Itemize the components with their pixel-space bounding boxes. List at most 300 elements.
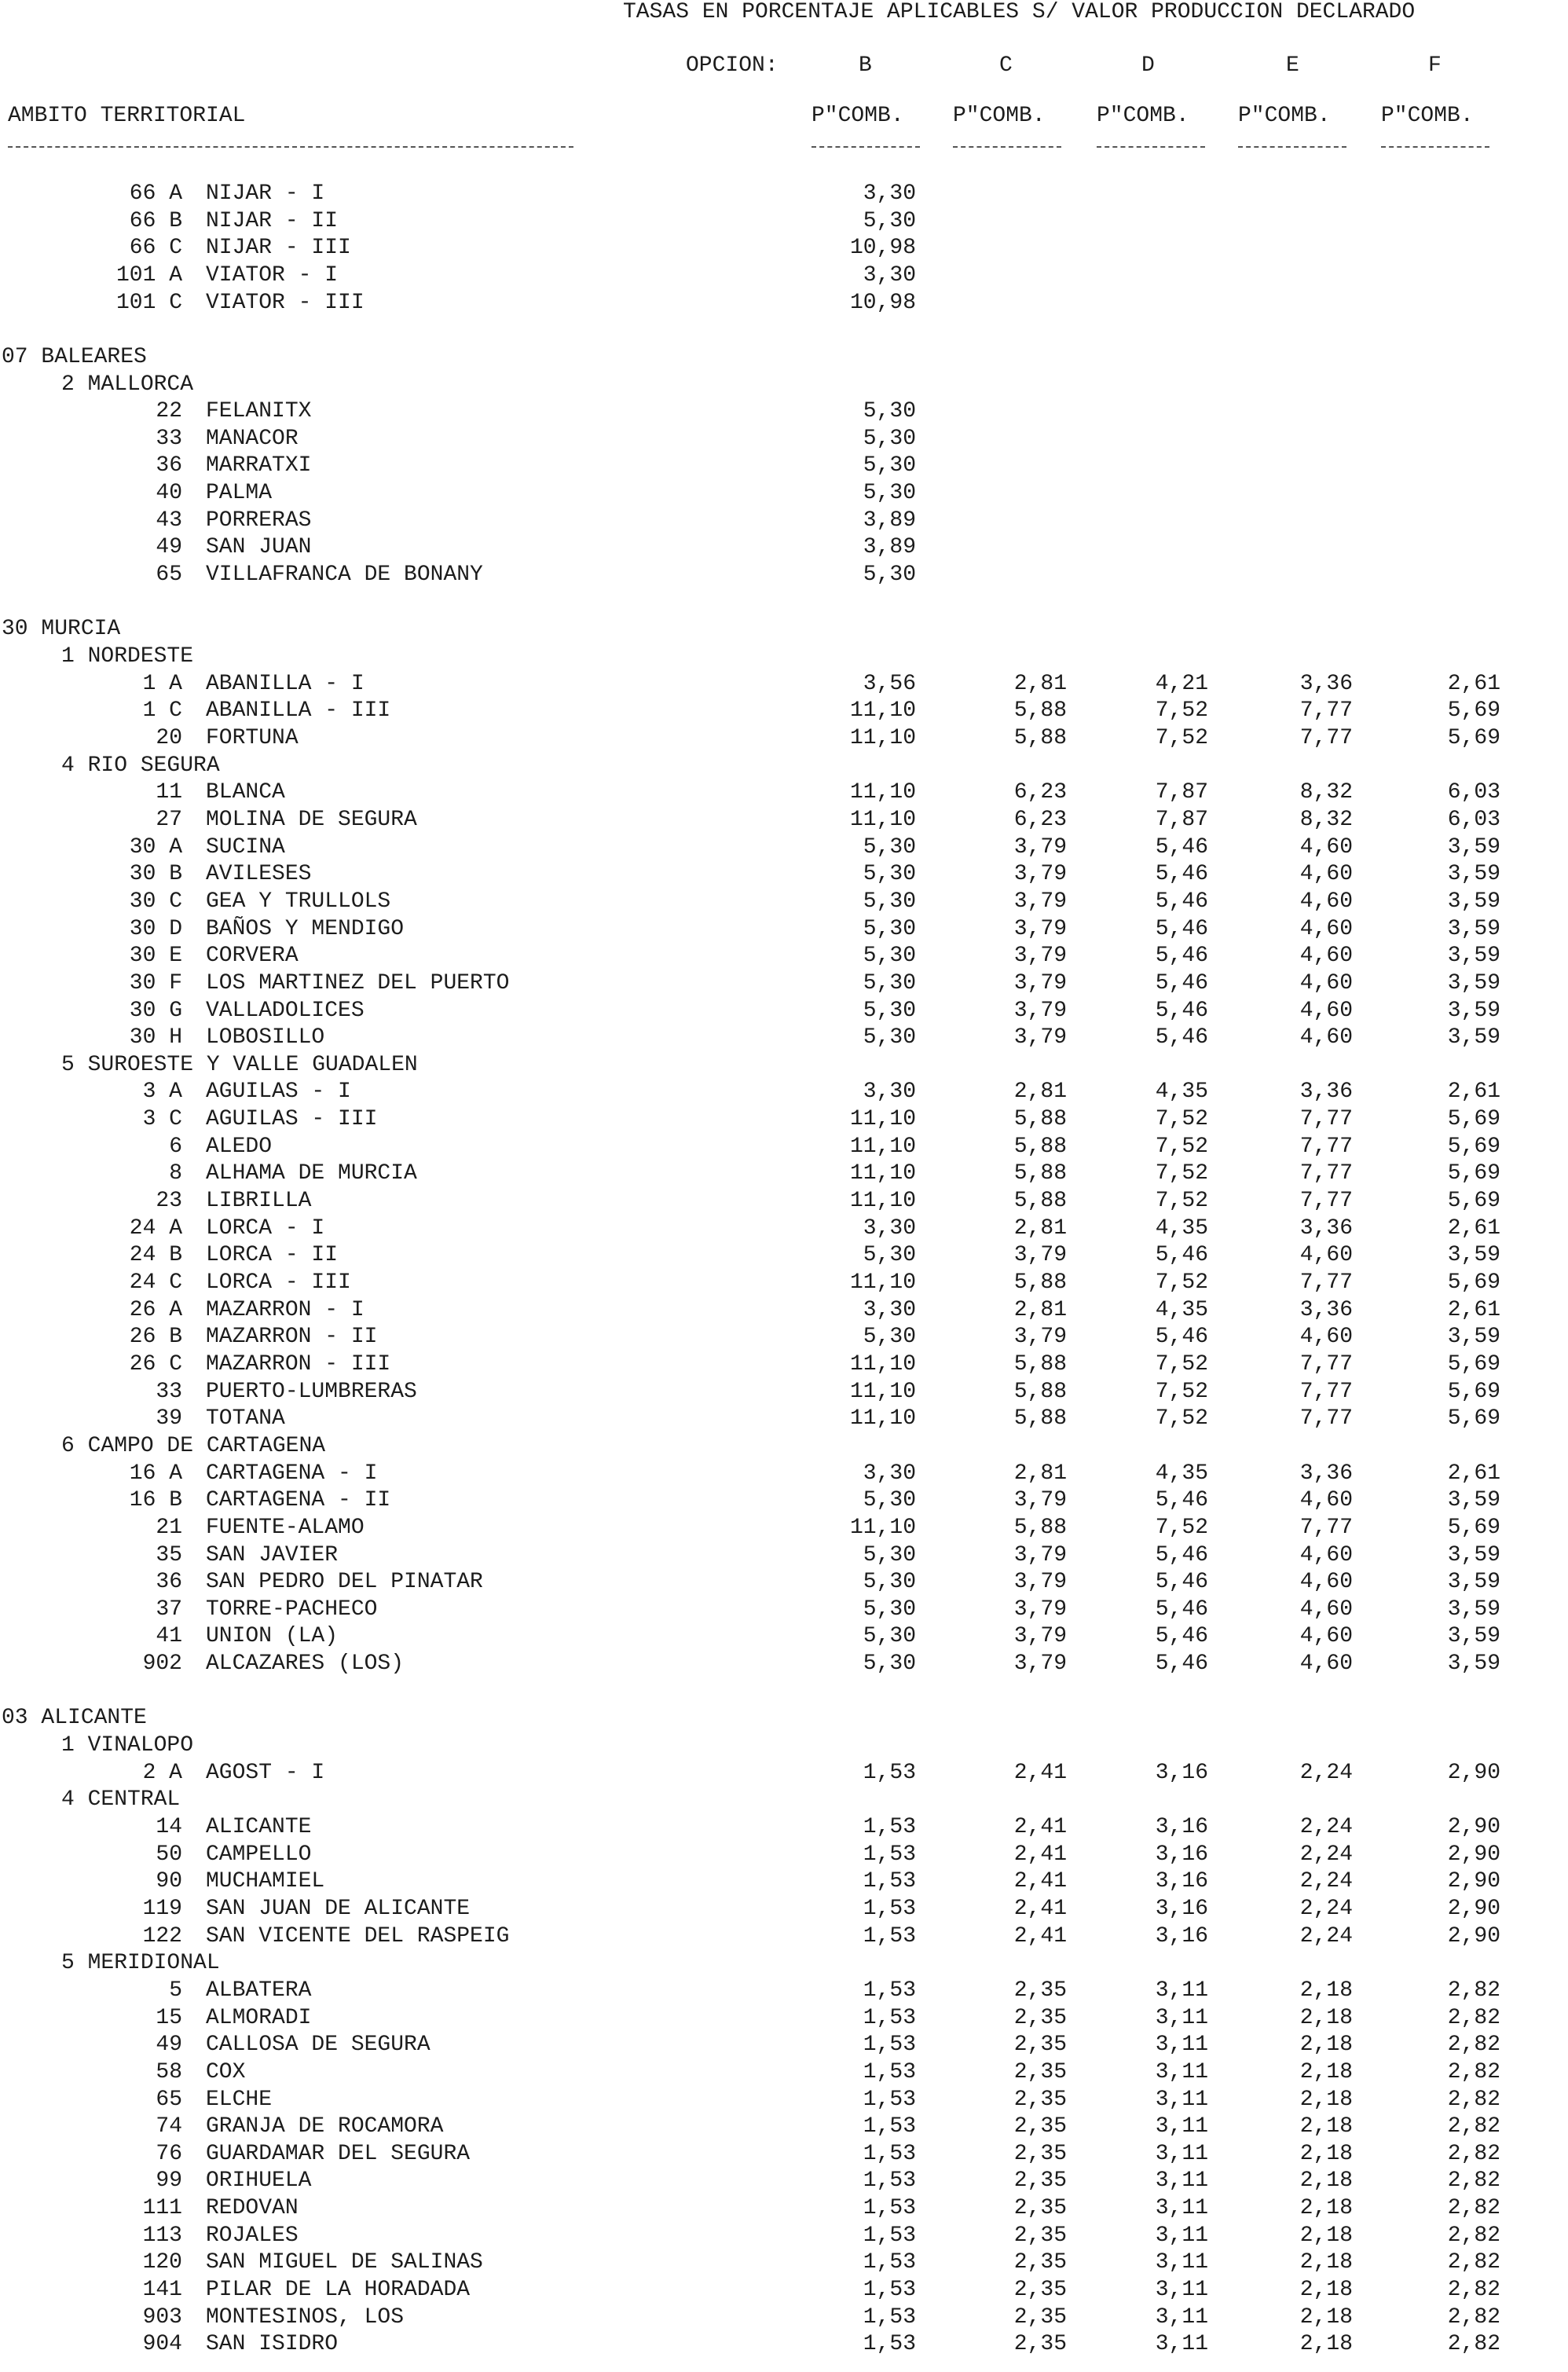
table-row (0, 779, 1568, 806)
table-row (0, 1379, 1568, 1406)
table-row (0, 2223, 1568, 2249)
rate-b: 1,53 (863, 2142, 916, 2166)
rate-e: 2,24 (1299, 1815, 1353, 1839)
rate-b: 1,53 (863, 2006, 916, 2030)
rate-f: 3,59 (1447, 1025, 1500, 1050)
rate-c: 3,79 (1013, 1243, 1067, 1267)
rate-e: 2,18 (1299, 2332, 1353, 2356)
rate-e: 2,18 (1299, 2224, 1353, 2248)
municipality-name: AGOST - I (206, 1761, 325, 1785)
rate-d: 3,11 (1155, 2278, 1208, 2302)
rate-f: 3,59 (1447, 971, 1500, 995)
rate-b: 10,98 (849, 291, 916, 315)
rate-e: 7,77 (1299, 1189, 1353, 1213)
province-name: 07 BALEARES (2, 345, 147, 369)
municipality-code: 111 (142, 2196, 182, 2220)
province-name: 30 MURCIA (2, 617, 121, 641)
municipality-code: 30 H (129, 1025, 182, 1050)
rate-d: 5,46 (1155, 889, 1208, 914)
col-header-d: P"COMB. (1097, 104, 1189, 128)
table-row (0, 1896, 1568, 1923)
rate-e: 8,32 (1299, 780, 1353, 805)
rate-b: 11,10 (849, 698, 916, 723)
municipality-code: 30 A (129, 835, 182, 860)
table-row (0, 208, 1568, 235)
rate-e: 4,60 (1299, 917, 1353, 941)
rate-b: 3,30 (863, 1216, 916, 1241)
rate-d: 3,11 (1155, 2250, 1208, 2275)
rate-e: 3,36 (1299, 1216, 1353, 1241)
table-row (0, 2249, 1568, 2276)
rate-c: 2,41 (1013, 1761, 1067, 1785)
rate-f: 2,82 (1447, 1978, 1500, 2003)
rate-b: 5,30 (863, 209, 916, 233)
municipality-code: 21 (156, 1516, 182, 1540)
rate-e: 4,60 (1299, 889, 1353, 914)
rate-f: 2,82 (1447, 2250, 1500, 2275)
rate-f: 3,59 (1447, 1543, 1500, 1567)
rate-b: 1,53 (863, 1815, 916, 1839)
rate-c: 3,79 (1013, 1624, 1067, 1648)
rate-f: 3,59 (1447, 944, 1500, 968)
table-row (0, 262, 1568, 289)
municipality-name: ABANILLA - I (206, 672, 365, 696)
rate-b: 5,30 (863, 1243, 916, 1267)
rate-b: 3,30 (863, 263, 916, 288)
rate-e: 7,77 (1299, 1352, 1353, 1377)
rate-d: 5,46 (1155, 862, 1208, 886)
municipality-name: VALLADOLICES (206, 999, 365, 1023)
municipality-code: 33 (156, 427, 182, 451)
municipality-code: 101 C (115, 291, 182, 315)
municipality-name: FORTUNA (206, 726, 299, 750)
rate-f: 2,82 (1447, 2278, 1500, 2302)
zone-heading (0, 643, 1568, 670)
rate-b: 5,30 (863, 1652, 916, 1676)
municipality-code: 30 F (129, 971, 182, 995)
rate-e: 2,24 (1299, 1842, 1353, 1867)
rate-e: 7,77 (1299, 1516, 1353, 1540)
rate-b: 5,30 (863, 999, 916, 1023)
municipality-name: VIATOR - I (206, 263, 339, 288)
rate-f: 5,69 (1447, 698, 1500, 723)
rate-e: 7,77 (1299, 726, 1353, 750)
rate-f: 2,61 (1447, 1080, 1500, 1104)
rate-b: 3,30 (863, 181, 916, 206)
rate-c: 2,41 (1013, 1815, 1067, 1839)
rate-c: 2,35 (1013, 2060, 1067, 2084)
option-d: D (1141, 53, 1155, 78)
rate-f: 3,59 (1447, 917, 1500, 941)
option-b: B (859, 53, 872, 78)
table-row (0, 671, 1568, 698)
rate-f: 5,69 (1447, 1189, 1500, 1213)
rate-b: 1,53 (863, 2033, 916, 2057)
rate-b: 3,89 (863, 508, 916, 533)
rate-b: 1,53 (863, 1842, 916, 1867)
rate-c: 6,23 (1013, 808, 1067, 832)
rate-d: 5,46 (1155, 944, 1208, 968)
table-row (0, 480, 1568, 507)
table-row (0, 1978, 1568, 2004)
rate-e: 4,60 (1299, 835, 1353, 860)
zone-name: 5 SUROESTE Y VALLE GUADALEN (61, 1053, 418, 1077)
table-row (0, 1569, 1568, 1596)
rate-d: 7,87 (1155, 780, 1208, 805)
rate-e: 2,18 (1299, 2060, 1353, 2084)
municipality-code: 66 C (129, 236, 182, 260)
rate-c: 2,81 (1013, 672, 1067, 696)
rate-c: 2,35 (1013, 2224, 1067, 2248)
rate-f: 2,90 (1447, 1842, 1500, 1867)
rate-e: 2,18 (1299, 2033, 1353, 2057)
rate-b: 1,53 (863, 1761, 916, 1785)
rate-f: 2,82 (1447, 2224, 1500, 2248)
rate-f: 3,59 (1447, 1243, 1500, 1267)
rate-d: 7,52 (1155, 1107, 1208, 1131)
rate-e: 4,60 (1299, 1543, 1353, 1567)
rate-b: 3,56 (863, 672, 916, 696)
rate-b: 1,53 (863, 1978, 916, 2003)
rate-c: 2,81 (1013, 1080, 1067, 1104)
rate-e: 2,18 (1299, 2196, 1353, 2220)
rate-b: 1,53 (863, 1924, 916, 1949)
municipality-name: AVILESES (206, 862, 312, 886)
spacer-row (0, 317, 1568, 343)
municipality-code: 65 (156, 2088, 182, 2112)
zone-name: 6 CAMPO DE CARTAGENA (61, 1434, 326, 1458)
municipality-code: 58 (156, 2060, 182, 2084)
rate-d: 7,52 (1155, 1270, 1208, 1295)
municipality-name: MANACOR (206, 427, 299, 451)
table-row (0, 1623, 1568, 1650)
rate-f: 2,61 (1447, 1298, 1500, 1322)
rate-b: 1,53 (863, 2250, 916, 2275)
zone-heading (0, 753, 1568, 779)
rate-f: 3,59 (1447, 1570, 1500, 1594)
zone-name: 5 MERIDIONAL (61, 1951, 220, 1975)
municipality-name: LORCA - III (206, 1270, 351, 1295)
municipality-code: 26 A (129, 1298, 182, 1322)
municipality-code: 120 (142, 2250, 182, 2275)
rate-d: 3,11 (1155, 2305, 1208, 2330)
municipality-name: ALMORADI (206, 2006, 312, 2030)
rate-f: 3,59 (1447, 1597, 1500, 1622)
rate-f: 2,82 (1447, 2114, 1500, 2139)
table-row (0, 861, 1568, 888)
table-row (0, 508, 1568, 534)
municipality-name: REDOVAN (206, 2196, 299, 2220)
rate-b: 3,30 (863, 1298, 916, 1322)
municipality-name: FELANITX (206, 399, 312, 423)
municipality-name: MUCHAMIEL (206, 1869, 325, 1894)
rate-b: 5,30 (863, 427, 916, 451)
rate-b: 11,10 (849, 1516, 916, 1540)
rate-c: 3,79 (1013, 862, 1067, 886)
table-row (0, 1160, 1568, 1187)
rate-d: 7,87 (1155, 808, 1208, 832)
rate-e: 4,60 (1299, 999, 1353, 1023)
rate-e: 4,60 (1299, 1488, 1353, 1512)
municipality-code: 23 (156, 1189, 182, 1213)
rate-e: 7,77 (1299, 1135, 1353, 1159)
table-row (0, 2141, 1568, 2168)
rate-b: 5,30 (863, 481, 916, 505)
rate-e: 3,36 (1299, 1298, 1353, 1322)
municipality-name: ALEDO (206, 1135, 273, 1159)
rate-f: 6,03 (1447, 780, 1500, 805)
table-row (0, 290, 1568, 317)
municipality-name: PORRERAS (206, 508, 312, 533)
rate-b: 11,10 (849, 1189, 916, 1213)
rate-c: 2,35 (1013, 2278, 1067, 2302)
rate-c: 2,35 (1013, 2305, 1067, 2330)
municipality-code: 24 B (129, 1243, 182, 1267)
municipality-name: ORIHUELA (206, 2169, 312, 2193)
rate-d: 3,11 (1155, 1978, 1208, 2003)
municipality-name: SAN VICENTE DEL RASPEIG (206, 1924, 510, 1949)
municipality-code: 43 (156, 508, 182, 533)
table-row (0, 235, 1568, 262)
rate-c: 5,88 (1013, 1107, 1067, 1131)
rate-e: 4,60 (1299, 1025, 1353, 1050)
rate-f: 3,59 (1447, 1325, 1500, 1349)
table-row (0, 1814, 1568, 1841)
rate-d: 3,11 (1155, 2060, 1208, 2084)
rate-d: 3,11 (1155, 2142, 1208, 2166)
table-row (0, 1215, 1568, 1242)
rate-c: 5,88 (1013, 1406, 1067, 1431)
table-row (0, 1297, 1568, 1324)
rate-e: 2,18 (1299, 1978, 1353, 2003)
municipality-code: 37 (156, 1597, 182, 1622)
rate-b: 11,10 (849, 1135, 916, 1159)
rate-e: 3,36 (1299, 1461, 1353, 1486)
rate-d: 4,35 (1155, 1080, 1208, 1104)
municipality-name: SAN MIGUEL DE SALINAS (206, 2250, 483, 2275)
municipality-code: 16 A (129, 1461, 182, 1486)
table-row (0, 1842, 1568, 1868)
table-row (0, 2114, 1568, 2140)
table-row (0, 1760, 1568, 1787)
rate-e: 2,18 (1299, 2088, 1353, 2112)
municipality-name: LORCA - I (206, 1216, 325, 1241)
municipality-code: 141 (142, 2278, 182, 2302)
municipality-code: 8 (169, 1161, 182, 1186)
rate-b: 11,10 (849, 1352, 916, 1377)
rate-c: 3,79 (1013, 1597, 1067, 1622)
municipality-name: ALCAZARES (LOS) (206, 1652, 405, 1676)
rate-c: 2,35 (1013, 2250, 1067, 2275)
rate-f: 2,90 (1447, 1924, 1500, 1949)
rate-d: 3,11 (1155, 2114, 1208, 2139)
municipality-code: 904 (142, 2332, 182, 2356)
rate-d: 7,52 (1155, 1380, 1208, 1404)
rate-c: 3,79 (1013, 1488, 1067, 1512)
municipality-name: LORCA - II (206, 1243, 339, 1267)
rate-f: 2,82 (1447, 2169, 1500, 2193)
table-row (0, 1542, 1568, 1569)
rate-f: 3,59 (1447, 999, 1500, 1023)
zone-name: 2 MALLORCA (61, 372, 194, 397)
rate-f: 5,69 (1447, 1107, 1500, 1131)
rate-e: 7,77 (1299, 1107, 1353, 1131)
municipality-name: MARRATXI (206, 453, 312, 478)
rate-e: 4,60 (1299, 1652, 1353, 1676)
rate-f: 2,82 (1447, 2006, 1500, 2030)
rate-c: 2,41 (1013, 1924, 1067, 1949)
zone-heading (0, 1052, 1568, 1079)
municipality-name: GEA Y TRULLOLS (206, 889, 391, 914)
rate-c: 2,41 (1013, 1869, 1067, 1894)
municipality-name: SAN JUAN DE ALICANTE (206, 1897, 471, 1921)
rate-c: 5,88 (1013, 726, 1067, 750)
rate-e: 4,60 (1299, 971, 1353, 995)
municipality-code: 39 (156, 1406, 182, 1431)
rate-f: 2,82 (1447, 2088, 1500, 2112)
rate-d: 5,46 (1155, 1025, 1208, 1050)
municipality-code: 14 (156, 1815, 182, 1839)
rate-c: 2,35 (1013, 2169, 1067, 2193)
col-header-c: P"COMB. (953, 104, 1046, 128)
table-row (0, 181, 1568, 207)
municipality-code: 119 (142, 1897, 182, 1921)
rate-d: 7,52 (1155, 698, 1208, 723)
municipality-name: ABANILLA - III (206, 698, 391, 723)
rate-e: 7,77 (1299, 1406, 1353, 1431)
municipality-name: MAZARRON - I (206, 1298, 365, 1322)
rate-d: 3,16 (1155, 1924, 1208, 1949)
rate-c: 5,88 (1013, 1516, 1067, 1540)
table-row (0, 889, 1568, 915)
table-row (0, 562, 1568, 588)
rate-c: 3,79 (1013, 1543, 1067, 1567)
rate-e: 7,77 (1299, 1161, 1353, 1186)
municipality-code: 66 B (129, 209, 182, 233)
municipality-code: 50 (156, 1842, 182, 1867)
table-row (0, 1515, 1568, 1542)
table-row (0, 2331, 1568, 2358)
rate-b: 5,30 (863, 944, 916, 968)
municipality-code: 122 (142, 1924, 182, 1949)
table-row (0, 725, 1568, 752)
municipality-name: AGUILAS - III (206, 1107, 378, 1131)
rate-b: 5,30 (863, 1325, 916, 1349)
rate-c: 3,79 (1013, 1025, 1067, 1050)
municipality-name: SAN PEDRO DEL PINATAR (206, 1570, 483, 1594)
rate-e: 7,77 (1299, 698, 1353, 723)
table-row (0, 2005, 1568, 2032)
rate-b: 11,10 (849, 808, 916, 832)
municipality-code: 22 (156, 399, 182, 423)
rate-f: 3,59 (1447, 862, 1500, 886)
rate-f: 2,82 (1447, 2305, 1500, 2330)
municipality-name: LOS MARTINEZ DEL PUERTO (206, 971, 510, 995)
rate-b: 3,30 (863, 1461, 916, 1486)
rate-c: 5,88 (1013, 1161, 1067, 1186)
rate-c: 5,88 (1013, 1352, 1067, 1377)
rate-c: 2,35 (1013, 2332, 1067, 2356)
rate-d: 5,46 (1155, 1243, 1208, 1267)
rate-d: 7,52 (1155, 1161, 1208, 1186)
rate-c: 2,35 (1013, 2006, 1067, 2030)
rate-f: 2,82 (1447, 2196, 1500, 2220)
rate-d: 5,46 (1155, 999, 1208, 1023)
rate-b: 1,53 (863, 2332, 916, 2356)
zone-heading (0, 1950, 1568, 1977)
municipality-code: 2 A (142, 1761, 182, 1785)
rate-c: 2,35 (1013, 2196, 1067, 2220)
rate-f: 5,69 (1447, 1135, 1500, 1159)
rate-f: 2,82 (1447, 2060, 1500, 2084)
province-heading (0, 1705, 1568, 1732)
rate-b: 5,30 (863, 971, 916, 995)
table-row (0, 916, 1568, 943)
municipality-name: MONTESINOS, LOS (206, 2305, 405, 2330)
table-row (0, 534, 1568, 561)
page-title: TASAS EN PORCENTAJE APLICABLES S/ VALOR PRODUCCION DECLARADO (623, 0, 1416, 24)
rate-e: 4,60 (1299, 944, 1353, 968)
rate-c: 3,79 (1013, 971, 1067, 995)
municipality-code: 16 B (129, 1488, 182, 1512)
municipality-name: PALMA (206, 481, 273, 505)
municipality-name: LOBOSILLO (206, 1025, 325, 1050)
rate-d: 3,11 (1155, 2196, 1208, 2220)
table-row (0, 1597, 1568, 1623)
rate-c: 3,79 (1013, 1325, 1067, 1349)
rate-e: 2,24 (1299, 1869, 1353, 1894)
table-row (0, 2277, 1568, 2304)
rate-d: 4,35 (1155, 1461, 1208, 1486)
zone-name: 1 NORDESTE (61, 644, 194, 669)
rate-b: 5,30 (863, 1488, 916, 1512)
rate-b: 10,98 (849, 236, 916, 260)
municipality-name: ALBATERA (206, 1978, 312, 2003)
rate-b: 1,53 (863, 2224, 916, 2248)
municipality-code: 3 C (142, 1107, 182, 1131)
zone-name: 4 RIO SEGURA (61, 753, 220, 778)
table-row (0, 2195, 1568, 2222)
municipality-code: 76 (156, 2142, 182, 2166)
municipality-name: VIATOR - III (206, 291, 365, 315)
rate-b: 11,10 (849, 1107, 916, 1131)
municipality-code: 11 (156, 780, 182, 805)
table-row (0, 834, 1568, 861)
table-row (0, 1351, 1568, 1378)
municipality-name: TOTANA (206, 1406, 285, 1431)
rate-d: 5,46 (1155, 1543, 1208, 1567)
rate-d: 7,52 (1155, 1406, 1208, 1431)
rate-f: 2,61 (1447, 1461, 1500, 1486)
rate-e: 7,77 (1299, 1380, 1353, 1404)
table-row (0, 1025, 1568, 1051)
option-c: C (999, 53, 1013, 78)
rate-b: 11,10 (849, 726, 916, 750)
rate-d: 5,46 (1155, 1325, 1208, 1349)
table-row (0, 1406, 1568, 1432)
rate-f: 6,03 (1447, 808, 1500, 832)
table-row (0, 1134, 1568, 1160)
rate-e: 4,60 (1299, 1243, 1353, 1267)
rate-d: 3,16 (1155, 1815, 1208, 1839)
table-row (0, 970, 1568, 997)
col-header-f: P"COMB. (1381, 104, 1474, 128)
spacer-row (0, 1678, 1568, 1705)
rate-b: 11,10 (849, 780, 916, 805)
table-row (0, 2032, 1568, 2059)
municipality-name: PILAR DE LA HORADADA (206, 2278, 471, 2302)
table-row (0, 998, 1568, 1025)
